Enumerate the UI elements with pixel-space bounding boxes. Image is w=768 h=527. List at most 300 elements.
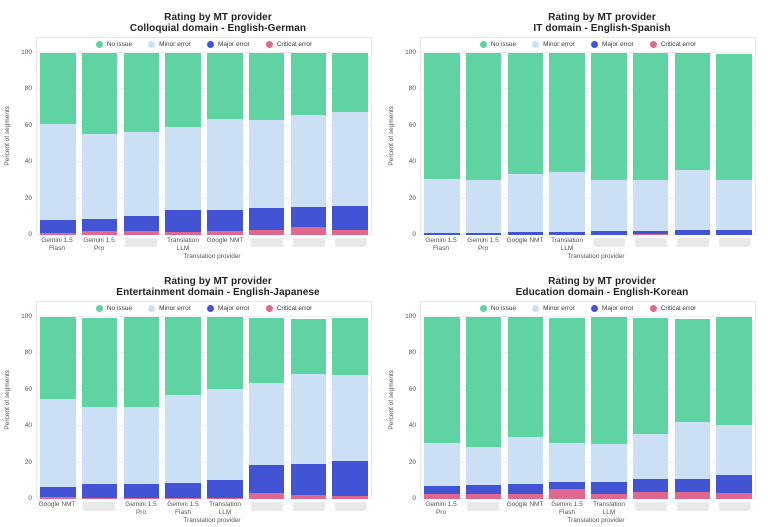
redacted-label (288, 237, 330, 252)
bar-redacted-2[interactable] (466, 317, 501, 499)
segment-no-issue[interactable] (675, 319, 710, 422)
segment-critical-error[interactable] (332, 496, 367, 499)
bar-gemini-1-5-pro[interactable] (82, 53, 117, 235)
chart-titles (0, 276, 384, 298)
legend-item-no-issue[interactable] (480, 41, 516, 48)
bars-container (421, 302, 755, 499)
y-axis-ticks (14, 37, 36, 238)
legend-label: Major error (601, 305, 634, 312)
x-axis-ticks (36, 237, 372, 252)
segment-minor-error[interactable] (508, 174, 543, 232)
x-tick-label-gemini-1-5-pro: Gemini 1.5 Pro (425, 501, 457, 516)
segment-minor-error[interactable] (249, 120, 284, 207)
segment-no-issue[interactable] (508, 317, 543, 437)
segment-major-error[interactable] (249, 465, 284, 492)
bar-redacted-2[interactable] (82, 318, 117, 499)
y-tick-label-80: 80 (24, 349, 32, 357)
segment-major-error[interactable] (207, 480, 242, 498)
y-tick-label-40: 40 (408, 422, 416, 430)
segment-critical-error[interactable] (591, 494, 626, 499)
segment-major-error[interactable] (716, 230, 751, 235)
x-tick-label-gemini-1-5-flash: Gemini 1.5 Flash (41, 237, 73, 252)
segment-minor-error[interactable] (716, 425, 751, 475)
legend-item-no-issue[interactable] (480, 305, 516, 312)
bar-google-nmt[interactable] (508, 317, 543, 499)
segment-critical-error[interactable] (633, 492, 668, 499)
segment-critical-error[interactable] (549, 489, 584, 499)
segment-critical-error[interactable] (466, 494, 501, 499)
segment-minor-error[interactable] (332, 112, 367, 206)
bar-gemini-1-5-pro[interactable] (424, 317, 459, 499)
redacted-label (120, 237, 162, 252)
segment-critical-error[interactable] (40, 233, 75, 235)
bar-redacted-5[interactable] (591, 53, 626, 235)
redacted-label-box (719, 502, 751, 511)
redacted-label-box (635, 502, 667, 511)
redacted-label (246, 237, 288, 252)
bar-redacted-6[interactable] (633, 318, 668, 499)
redacted-label-box (677, 502, 709, 511)
legend-label: Critical error (660, 41, 697, 48)
segment-minor-error[interactable] (508, 437, 543, 483)
redacted-label (672, 237, 714, 252)
chart-subtitle: IT domain - English-Spanish (533, 23, 671, 34)
segment-major-error[interactable] (466, 233, 501, 235)
y-tick-label-100: 100 (405, 313, 416, 320)
bar-redacted-3[interactable] (124, 53, 159, 235)
segment-no-issue[interactable] (207, 317, 242, 389)
segment-no-issue[interactable] (291, 319, 326, 375)
bar-redacted-7[interactable] (675, 319, 710, 499)
segment-major-error[interactable] (249, 208, 284, 230)
redacted-label-box (677, 238, 709, 247)
y-tick-label-60: 60 (24, 121, 32, 129)
bar-slot (79, 38, 121, 235)
segment-no-issue[interactable] (124, 317, 159, 407)
legend-label: Major error (217, 305, 250, 312)
bar-slot (288, 302, 330, 499)
redacted-label (672, 501, 714, 516)
segment-no-issue[interactable] (424, 317, 459, 443)
bar-redacted-8[interactable] (332, 53, 367, 235)
x-tick-label-gemini-1-5-flash: Gemini 1.5 Flash (551, 501, 583, 516)
segment-minor-error[interactable] (124, 407, 159, 483)
chart-title: Rating by MT provider (164, 276, 272, 287)
y-tick-label-20: 20 (24, 194, 32, 202)
chart-entertainment-english-japanese (0, 264, 384, 527)
segment-no-issue[interactable] (40, 53, 75, 124)
segment-minor-error[interactable] (291, 115, 326, 207)
segment-no-issue[interactable] (165, 53, 200, 127)
x-axis-title: Translation provider (183, 253, 241, 260)
no-issue-legend-dot-icon (96, 41, 103, 48)
critical-error-legend-dot-icon (266, 41, 273, 48)
major-error-legend-dot-icon (591, 41, 598, 48)
segment-major-error[interactable] (82, 484, 117, 498)
legend-item-major-error[interactable] (591, 41, 634, 48)
y-tick-label-80: 80 (24, 85, 32, 93)
segment-minor-error[interactable] (675, 170, 710, 230)
bar-redacted-8[interactable] (716, 317, 751, 499)
segment-no-issue[interactable] (82, 318, 117, 407)
redacted-label (330, 237, 372, 252)
segment-critical-error[interactable] (508, 494, 543, 499)
bar-redacted-6[interactable] (249, 318, 284, 499)
legend-item-major-error[interactable] (207, 305, 250, 312)
bar-slot (546, 38, 588, 235)
segment-major-error[interactable] (124, 484, 159, 499)
segment-major-error[interactable] (591, 482, 626, 495)
segment-no-issue[interactable] (82, 53, 117, 134)
legend-item-critical-error[interactable] (266, 41, 312, 48)
bar-gemini-1-5-pro[interactable] (124, 317, 159, 499)
segment-no-issue[interactable] (124, 53, 159, 132)
no-issue-legend-dot-icon (480, 41, 487, 48)
minor-error-legend-dot-icon (148, 41, 155, 48)
legend-label: Minor error (543, 41, 575, 48)
bar-slot (79, 302, 121, 499)
y-tick-label-100: 100 (21, 49, 32, 56)
legend-item-critical-error[interactable] (650, 41, 696, 48)
y-axis-title: Percent of segments (387, 106, 395, 166)
segment-critical-error[interactable] (291, 495, 326, 499)
chart-title: Rating by MT provider (548, 12, 656, 23)
segment-minor-error[interactable] (675, 422, 710, 479)
bar-slot (288, 38, 330, 235)
x-tick-label-google-nmt: Google NMT (38, 501, 76, 508)
legend-label: Major error (601, 41, 634, 48)
segment-major-error[interactable] (716, 475, 751, 492)
bar-translation-llm[interactable] (549, 53, 584, 235)
y-tick-label-20: 20 (408, 194, 416, 202)
bar-gemini-1-5-flash[interactable] (549, 318, 584, 499)
segment-minor-error[interactable] (424, 443, 459, 487)
legend-label: No issue (490, 305, 517, 312)
bar-slot (121, 302, 163, 499)
segment-major-error[interactable] (291, 464, 326, 495)
segment-critical-error[interactable] (249, 493, 284, 499)
legend (421, 305, 755, 312)
segment-no-issue[interactable] (332, 53, 367, 112)
redacted-label-box (335, 502, 367, 511)
y-axis-ticks (398, 301, 420, 502)
major-error-legend-dot-icon (591, 305, 598, 312)
segment-no-issue[interactable] (716, 54, 751, 180)
x-tick-label-translation-llm: Translation LLM (551, 237, 583, 252)
bar-slot (630, 38, 672, 235)
segment-no-issue[interactable] (633, 53, 668, 180)
x-tick-label-gemini-1-5-flash: Gemini 1.5 Flash (425, 237, 457, 252)
y-tick-label-40: 40 (24, 158, 32, 166)
segment-major-error[interactable] (40, 487, 75, 497)
segment-minor-error[interactable] (466, 180, 501, 233)
plot-area (36, 37, 372, 235)
bar-google-nmt[interactable] (207, 53, 242, 235)
segment-minor-error[interactable] (124, 132, 159, 216)
legend-label: No issue (490, 41, 517, 48)
bar-gemini-1-5-flash[interactable] (424, 53, 459, 235)
chart-subtitle: Education domain - English-Korean (515, 287, 689, 298)
x-axis-title: Translation provider (567, 253, 625, 260)
bar-google-nmt[interactable] (508, 53, 543, 235)
x-axis-ticks (420, 237, 756, 252)
bar-slot (713, 38, 755, 235)
legend-item-critical-error[interactable] (266, 305, 312, 312)
legend-item-major-error[interactable] (207, 41, 250, 48)
segment-major-error[interactable] (40, 220, 75, 234)
segment-major-error[interactable] (508, 232, 543, 235)
redacted-label (462, 501, 504, 516)
segment-minor-error[interactable] (633, 434, 668, 480)
bars-container (37, 38, 371, 235)
legend-label: Minor error (543, 305, 575, 312)
no-issue-legend-dot-icon (480, 305, 487, 312)
segment-no-issue[interactable] (466, 53, 501, 180)
y-tick-label-20: 20 (24, 458, 32, 466)
legend-item-no-issue[interactable] (96, 305, 132, 312)
legend-label: Critical error (660, 305, 697, 312)
segment-major-error[interactable] (332, 206, 367, 230)
segment-minor-error[interactable] (633, 180, 668, 231)
redacted-label (630, 501, 672, 516)
segment-minor-error[interactable] (716, 180, 751, 229)
bar-slot (713, 302, 755, 499)
chart-education-english-korean (384, 264, 768, 527)
segment-no-issue[interactable] (165, 317, 200, 395)
segment-critical-error[interactable] (165, 232, 200, 235)
bar-slot (246, 38, 288, 235)
redacted-label-box (293, 502, 325, 511)
bar-redacted-8[interactable] (332, 318, 367, 499)
y-tick-label-0: 0 (28, 231, 32, 238)
plot-area (420, 301, 756, 499)
chart-subtitle: Colloquial domain - English-German (129, 23, 307, 34)
segment-critical-error[interactable] (332, 230, 367, 235)
minor-error-legend-dot-icon (532, 305, 539, 312)
segment-critical-error[interactable] (291, 227, 326, 235)
x-axis-ticks (36, 501, 372, 516)
chart-body (384, 37, 768, 238)
segment-major-error[interactable] (424, 486, 459, 494)
segment-major-error[interactable] (549, 482, 584, 489)
segment-no-issue[interactable] (716, 317, 751, 425)
plot-area (420, 37, 756, 235)
segment-minor-error[interactable] (82, 407, 117, 484)
segment-no-issue[interactable] (549, 318, 584, 443)
legend-label: Minor error (159, 41, 191, 48)
segment-major-error[interactable] (424, 233, 459, 235)
chart-body (0, 37, 384, 238)
bar-translation-llm[interactable] (591, 317, 626, 499)
segment-critical-error[interactable] (424, 494, 459, 499)
segment-major-error[interactable] (591, 231, 626, 235)
minor-error-legend-dot-icon (532, 41, 539, 48)
bar-slot (162, 302, 204, 499)
legend-item-major-error[interactable] (591, 305, 634, 312)
bar-gemini-1-5-flash[interactable] (165, 317, 200, 499)
segment-major-error[interactable] (165, 210, 200, 232)
legend-item-minor-error[interactable] (148, 41, 191, 48)
bar-gemini-1-5-flash[interactable] (40, 53, 75, 235)
segment-minor-error[interactable] (82, 134, 117, 219)
segment-minor-error[interactable] (466, 447, 501, 485)
critical-error-legend-dot-icon (266, 305, 273, 312)
segment-no-issue[interactable] (675, 53, 710, 170)
x-tick-label-gemini-1-5-pro: Gemini 1.5 Pro (83, 237, 115, 252)
chart-titles (384, 12, 768, 34)
segment-no-issue[interactable] (466, 317, 501, 447)
segment-major-error[interactable] (291, 207, 326, 227)
segment-critical-error[interactable] (207, 231, 242, 235)
bar-slot (505, 302, 547, 499)
segment-no-issue[interactable] (249, 318, 284, 384)
redacted-label-box (335, 238, 367, 247)
redacted-label (714, 237, 756, 252)
segment-no-issue[interactable] (633, 318, 668, 434)
segment-major-error[interactable] (508, 484, 543, 494)
segment-major-error[interactable] (675, 230, 710, 235)
redacted-label-box (293, 238, 325, 247)
segment-no-issue[interactable] (591, 317, 626, 444)
bar-gemini-1-5-pro[interactable] (466, 53, 501, 235)
segment-minor-error[interactable] (249, 383, 284, 465)
segment-minor-error[interactable] (424, 179, 459, 234)
segment-critical-error[interactable] (716, 493, 751, 499)
segment-major-error[interactable] (466, 485, 501, 494)
segment-no-issue[interactable] (424, 53, 459, 179)
bar-slot (672, 38, 714, 235)
bar-slot (421, 302, 463, 499)
y-tick-label-60: 60 (408, 121, 416, 129)
segment-minor-error[interactable] (332, 375, 367, 461)
bar-translation-llm[interactable] (165, 53, 200, 235)
redacted-label (630, 237, 672, 252)
x-tick-label-translation-llm: Translation LLM (167, 237, 199, 252)
segment-major-error[interactable] (549, 232, 584, 235)
redacted-label (78, 501, 120, 516)
segment-major-error[interactable] (633, 479, 668, 492)
legend-item-minor-error[interactable] (148, 305, 191, 312)
redacted-label (588, 237, 630, 252)
segment-major-error[interactable] (82, 219, 117, 232)
bar-redacted-7[interactable] (291, 53, 326, 235)
segment-critical-error[interactable] (82, 498, 117, 499)
bar-redacted-8[interactable] (716, 54, 751, 235)
segment-minor-error[interactable] (549, 172, 584, 232)
bar-translation-llm[interactable] (207, 317, 242, 499)
critical-error-legend-dot-icon (650, 305, 657, 312)
y-tick-label-80: 80 (408, 349, 416, 357)
segment-major-error[interactable] (207, 210, 242, 232)
segment-no-issue[interactable] (207, 53, 242, 119)
bar-slot (162, 38, 204, 235)
segment-critical-error[interactable] (633, 234, 668, 235)
chart-body (384, 301, 768, 502)
y-axis-ticks (14, 301, 36, 502)
segment-critical-error[interactable] (40, 497, 75, 499)
segment-no-issue[interactable] (249, 53, 284, 120)
bar-redacted-7[interactable] (291, 319, 326, 499)
segment-major-error[interactable] (165, 483, 200, 498)
segment-critical-error[interactable] (124, 231, 159, 235)
y-tick-label-60: 60 (24, 385, 32, 393)
bar-redacted-6[interactable] (633, 53, 668, 235)
segment-no-issue[interactable] (508, 53, 543, 174)
y-tick-label-100: 100 (405, 49, 416, 56)
bar-slot (505, 38, 547, 235)
y-tick-label-40: 40 (408, 158, 416, 166)
segment-minor-error[interactable] (207, 119, 242, 209)
segment-major-error[interactable] (675, 479, 710, 492)
y-axis-title: Percent of segments (3, 370, 11, 430)
segment-critical-error[interactable] (207, 498, 242, 499)
segment-major-error[interactable] (124, 216, 159, 231)
x-tick-label-google-nmt: Google NMT (206, 237, 244, 244)
bar-slot (204, 38, 246, 235)
legend-item-critical-error[interactable] (650, 305, 696, 312)
chart-colloquial-english-german (0, 0, 384, 264)
segment-minor-error[interactable] (40, 399, 75, 487)
bar-google-nmt[interactable] (40, 317, 75, 499)
segment-minor-error[interactable] (165, 127, 200, 211)
segment-minor-error[interactable] (591, 180, 626, 232)
redacted-label-box (467, 502, 499, 511)
segment-minor-error[interactable] (591, 444, 626, 481)
segment-minor-error[interactable] (291, 374, 326, 464)
segment-major-error[interactable] (332, 461, 367, 496)
y-axis-title: Percent of segments (3, 106, 11, 166)
major-error-legend-dot-icon (207, 41, 214, 48)
legend (37, 305, 371, 312)
y-tick-label-20: 20 (408, 458, 416, 466)
y-axis-title: Percent of segments (387, 370, 395, 430)
bar-slot (421, 38, 463, 235)
segment-critical-error[interactable] (675, 492, 710, 499)
segment-minor-error[interactable] (207, 389, 242, 480)
segment-critical-error[interactable] (82, 231, 117, 235)
chart-title: Rating by MT provider (548, 276, 656, 287)
redacted-label-box (593, 238, 625, 247)
legend-item-minor-error[interactable] (532, 41, 575, 48)
legend-item-no-issue[interactable] (96, 41, 132, 48)
segment-no-issue[interactable] (591, 53, 626, 179)
bar-redacted-6[interactable] (249, 53, 284, 235)
legend-item-minor-error[interactable] (532, 305, 575, 312)
bar-slot (37, 38, 79, 235)
bar-slot (37, 302, 79, 499)
segment-minor-error[interactable] (40, 124, 75, 220)
chart-body (0, 301, 384, 502)
segment-minor-error[interactable] (165, 395, 200, 482)
redacted-label-box (83, 502, 115, 511)
segment-critical-error[interactable] (124, 498, 159, 499)
segment-no-issue[interactable] (549, 53, 584, 172)
segment-critical-error[interactable] (165, 498, 200, 499)
legend-label: Major error (217, 41, 250, 48)
chart-subtitle: Entertainment domain - English-Japanese (116, 287, 320, 298)
plot-area (36, 301, 372, 499)
segment-no-issue[interactable] (40, 317, 75, 399)
segment-no-issue[interactable] (332, 318, 367, 375)
segment-no-issue[interactable] (291, 53, 326, 115)
segment-minor-error[interactable] (549, 443, 584, 482)
chart-title: Rating by MT provider (164, 12, 272, 23)
x-tick-label-gemini-1-5-pro: Gemini 1.5 Pro (467, 237, 499, 252)
legend-label: No issue (106, 305, 133, 312)
redacted-label (714, 501, 756, 516)
bar-redacted-7[interactable] (675, 53, 710, 235)
segment-critical-error[interactable] (249, 230, 284, 235)
